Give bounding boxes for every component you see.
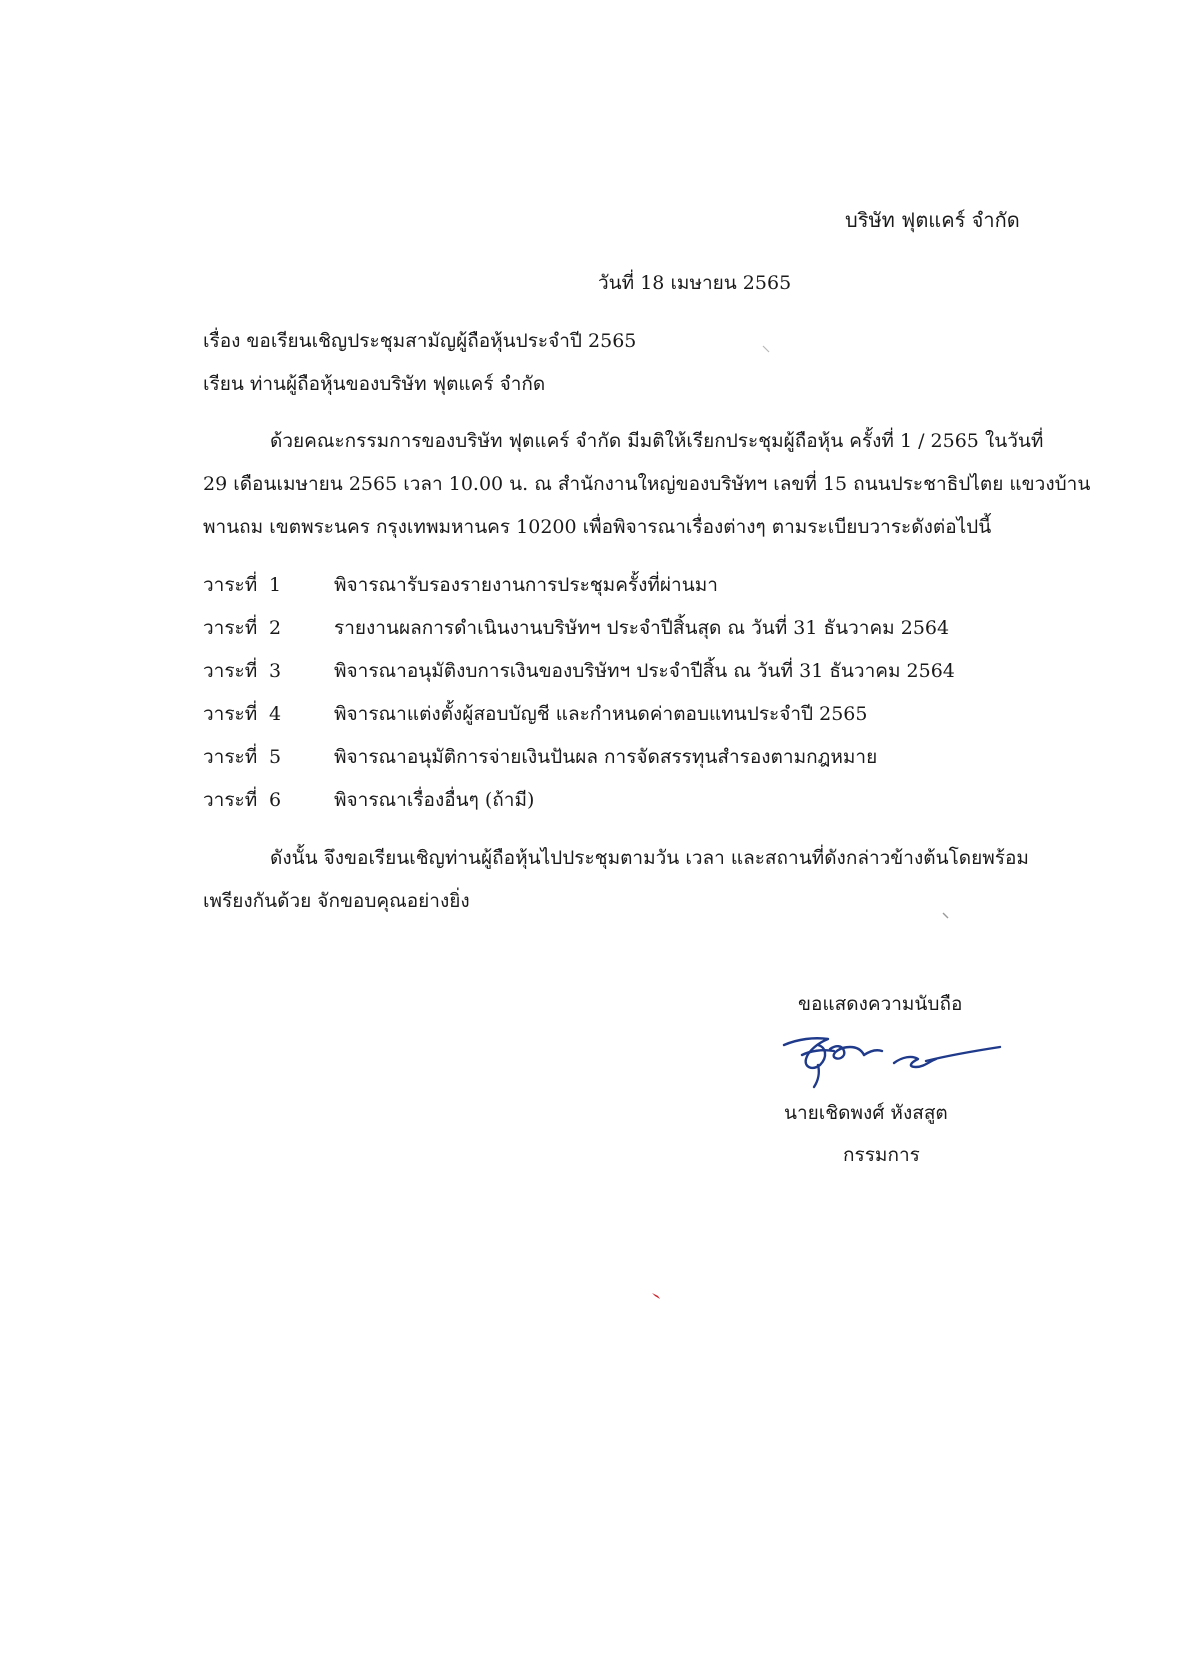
agenda-number: 3 <box>269 660 282 682</box>
agenda-prefix: วาระที่ <box>203 789 258 811</box>
agenda-prefix: วาระที่ <box>203 617 258 639</box>
conclusion-line: ดังนั้น จึงขอเรียนเชิญท่านผู้ถือหุ้นไปประชุมตามวัน เวลา และสถานที่ดังกล่าวข้างต้นโดยพร้อม <box>270 847 1029 869</box>
letter-subject: เรื่อง ขอเรียนเชิญประชุมสามัญผู้ถือหุ้นประจำปี 2565 <box>203 330 637 352</box>
paper-speck <box>762 345 772 355</box>
agenda-text: พิจารณาอนุมัติการจ่ายเงินปันผล การจัดสรรทุนสำรองตามกฎหมาย <box>334 746 878 768</box>
agenda-number: 6 <box>269 789 282 811</box>
agenda-prefix: วาระที่ <box>203 746 258 768</box>
agenda-text: พิจารณาเรื่องอื่นๆ (ถ้ามี) <box>334 789 535 811</box>
signer-title: กรรมการ <box>843 1144 920 1166</box>
agenda-item <box>203 659 1063 683</box>
letter-recipient: เรียน ท่านผู้ถือหุ้นของบริษัท ฟุตแคร์ จำกัด <box>203 373 546 395</box>
agenda-item <box>203 573 1063 597</box>
agenda-prefix: วาระที่ <box>203 660 258 682</box>
agenda-item <box>203 616 1063 640</box>
agenda-item <box>203 745 1063 769</box>
conclusion-line: เพรียงกันด้วย จักขอบคุณอย่างยิ่ง <box>203 890 470 912</box>
agenda-item <box>203 788 1063 812</box>
intro-line: 29 เดือนเมษายน 2565 เวลา 10.00 น. ณ สำนักงานใหญ่ของบริษัทฯ เลขที่ 15 ถนนประชาธิปไตย แขวงบ้าน <box>203 473 1091 495</box>
agenda-text: พิจารณาแต่งตั้งผู้สอบบัญชี และกำหนดค่าตอบแทนประจำปี 2565 <box>334 703 868 725</box>
company-header: บริษัท ฟุตแคร์ จำกัด <box>845 208 1020 232</box>
agenda-text: รายงานผลการดำเนินงานบริษัทฯ ประจำปีสิ้นสุด ณ วันที่ 31 ธันวาคม 2564 <box>334 617 950 639</box>
handwritten-signature <box>778 1025 1008 1095</box>
agenda-text: พิจารณารับรองรายงานการประชุมครั้งที่ผ่านมา <box>334 574 718 596</box>
intro-line: พานถม เขตพระนคร กรุงเทพมหานคร 10200 เพื่อพิจารณาเรื่องต่างๆ ตามระเบียบวาระดังต่อไปนี้ <box>203 516 992 538</box>
intro-line: ด้วยคณะกรรมการของบริษัท ฟุตแคร์ จำกัด มีมติให้เรียกประชุมผู้ถือหุ้น ครั้งที่ 1 / 2565 ในวันที่ <box>270 430 1044 452</box>
agenda-text: พิจารณาอนุมัติงบการเงินของบริษัทฯ ประจำปีสิ้น ณ วันที่ 31 ธันวาคม 2564 <box>334 660 955 682</box>
paper-speck <box>942 912 950 920</box>
red-ink-speck <box>651 1290 663 1300</box>
agenda-number: 4 <box>269 703 282 725</box>
agenda-prefix: วาระที่ <box>203 574 258 596</box>
agenda-number: 2 <box>269 617 282 639</box>
signer-name: นายเชิดพงศ์ หังสสูต <box>784 1102 948 1124</box>
agenda-number: 1 <box>269 574 282 596</box>
agenda-number: 5 <box>269 746 282 768</box>
agenda-item <box>203 702 1063 726</box>
agenda-prefix: วาระที่ <box>203 703 258 725</box>
closing-salutation: ขอแสดงความนับถือ <box>798 993 963 1015</box>
letter-date: วันที่ 18 เมษายน 2565 <box>598 272 792 294</box>
